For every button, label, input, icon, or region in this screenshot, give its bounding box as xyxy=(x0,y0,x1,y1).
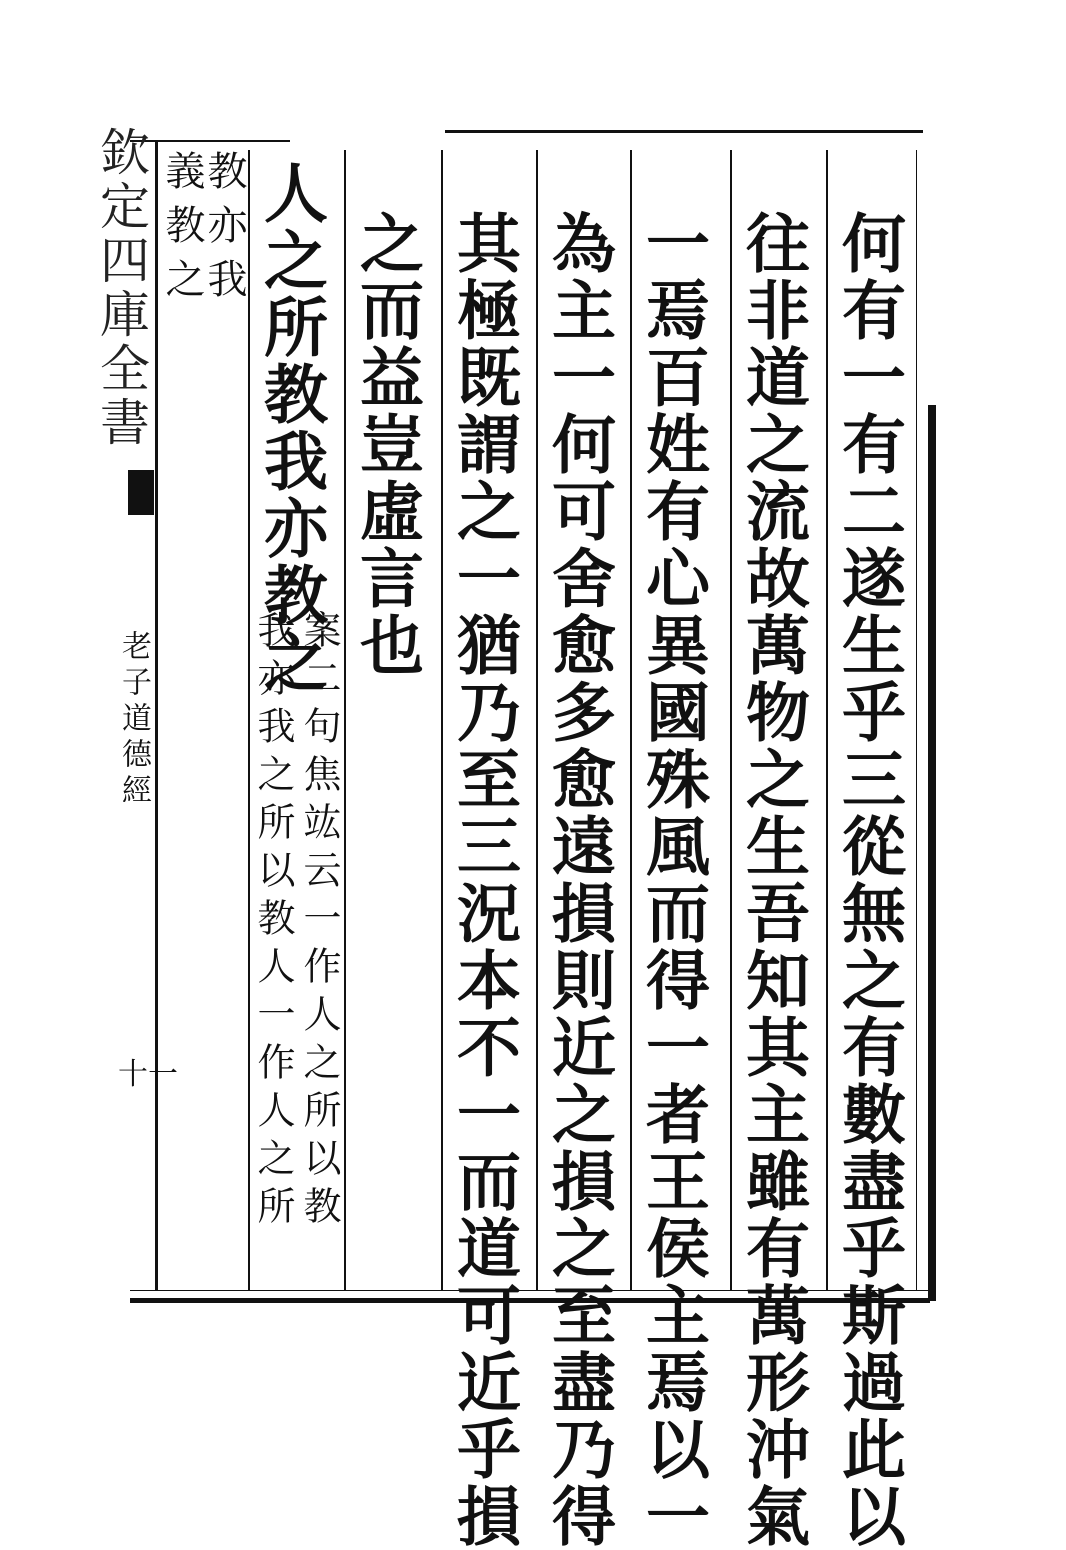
commentary-right: 教亦我 xyxy=(201,150,247,312)
column-divider xyxy=(441,150,443,1290)
commentary-left: 義教之 xyxy=(159,150,205,312)
frame-top-line xyxy=(445,130,923,133)
frame-right-border xyxy=(928,405,936,1301)
spine-collection-title: 欽定四庫全書 xyxy=(92,126,150,450)
text-column-2: 往非道之流故萬物之生吾知其主雖有萬形沖氣 xyxy=(735,210,810,1550)
passage-note-right: 案二句焦竑云一作人之所以教 xyxy=(297,610,341,1234)
column-divider xyxy=(826,150,828,1290)
text-column-5: 其極既謂之一猶乃至三況本不一而道可近乎損 xyxy=(446,210,521,1550)
text-column-3: 一焉百姓有心異國殊風而得一者王侯主焉以一 xyxy=(635,210,710,1550)
spine-book-title: 老子道德經 xyxy=(116,630,151,810)
column-divider xyxy=(344,150,346,1290)
spine-black-block xyxy=(128,470,154,515)
column-divider xyxy=(630,150,632,1290)
frame-bottom-line-thin xyxy=(130,1290,930,1291)
column-divider xyxy=(730,150,732,1290)
passage-text: 人之所教我亦教之 xyxy=(253,160,328,696)
text-column-1: 何有一有二遂生乎三從無之有數盡乎斯過此以 xyxy=(831,210,906,1550)
spine-page-number: 十一 xyxy=(118,1057,178,1092)
frame-right-inner xyxy=(916,150,917,1290)
text-column-4: 為主一何可舍愈多愈遠損則近之損之至盡乃得 xyxy=(541,210,616,1550)
passage-note-left: 我亦我之所以教人一作人之所 xyxy=(251,610,295,1234)
frame-top-line-left xyxy=(130,140,290,142)
column-divider xyxy=(536,150,538,1290)
frame-bottom-line xyxy=(130,1298,930,1303)
column-divider xyxy=(155,140,158,1290)
text-column-6: 之而益豈虛言也 xyxy=(349,210,424,679)
column-divider xyxy=(248,150,250,1290)
